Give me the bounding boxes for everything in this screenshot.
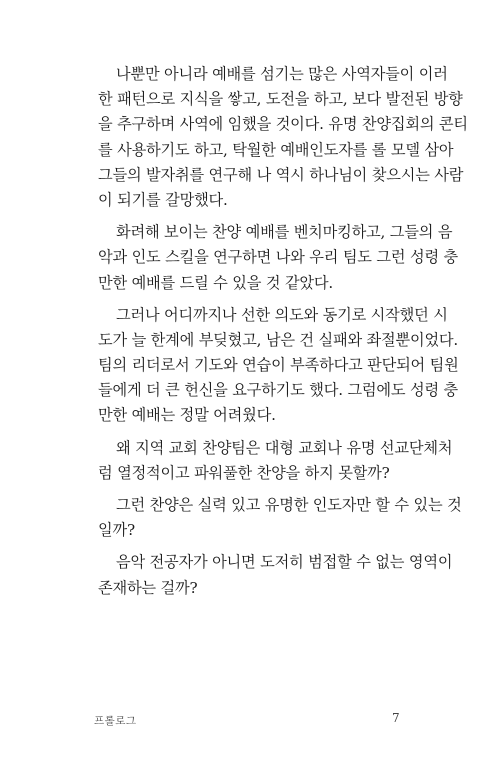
body-text [98,62,468,608]
text-line: 왜 지역 교회 찬양팀은 대형 교회나 유명 선교단체처 [116,438,453,457]
text-line: 존재하는 걸까? [98,578,198,597]
text-line: 럼 열정적이고 파워풀한 찬양을 하지 못할까? [98,463,390,482]
running-footer-title: 프롤로그 [94,715,137,727]
paragraph-2 [98,220,459,296]
text-line: 일까? [98,521,135,540]
paragraph-6 [98,550,453,600]
text-line: 팀의 리더로서 기도와 연습이 부족하다고 판단되어 팀원 [98,356,459,375]
text-line: 만한 예배를 드릴 수 있을 것 같았다. [98,273,333,292]
text-line: 한 패턴으로 지식을 쌓고, 도전을 하고, 보다 발전된 방향 [98,90,463,109]
text-line: 를 사용하기도 하고, 탁월한 예배인도자를 롤 모델 삼아 [98,140,454,159]
text-line: 도가 늘 한계에 부딪혔고, 남은 건 실패와 좌절뿐이었다. [98,330,459,349]
paragraph-3 [98,303,459,429]
paragraph-5 [98,493,462,543]
paragraph-1 [98,62,468,213]
paragraph-4 [98,436,453,486]
text-line: 악과 인도 스킬을 연구하면 나와 우리 팀도 그런 성령 충 [98,248,459,267]
page-number: 7 [392,711,400,725]
text-line: 그들의 발자취를 연구해 나 역시 하나님이 찾으시는 사람 [98,165,464,184]
text-line: 을 추구하며 사역에 임했을 것이다. 유명 찬양집회의 콘티 [98,115,468,134]
text-line: 이 되기를 갈망했다. [98,190,228,209]
text-line: 만한 예배는 정말 어려웠다. [98,406,276,425]
text-line: 그러나 어디까지나 선한 의도와 동기로 시작했던 시 [116,305,448,324]
text-line: 들에게 더 큰 헌신을 요구하기도 했다. 그럼에도 성령 충 [98,381,459,400]
text-line: 음악 전공자가 아니면 도저히 범접할 수 없는 영역이 [116,553,453,572]
text-line: 그런 찬양은 실력 있고 유명한 인도자만 할 수 있는 것 [116,496,462,514]
text-line: 나뿐만 아니라 예배를 섬기는 많은 사역자들이 이러 [116,65,448,83]
text-line: 화려해 보이는 찬양 예배를 벤치마킹하고, 그들의 음 [116,223,453,242]
